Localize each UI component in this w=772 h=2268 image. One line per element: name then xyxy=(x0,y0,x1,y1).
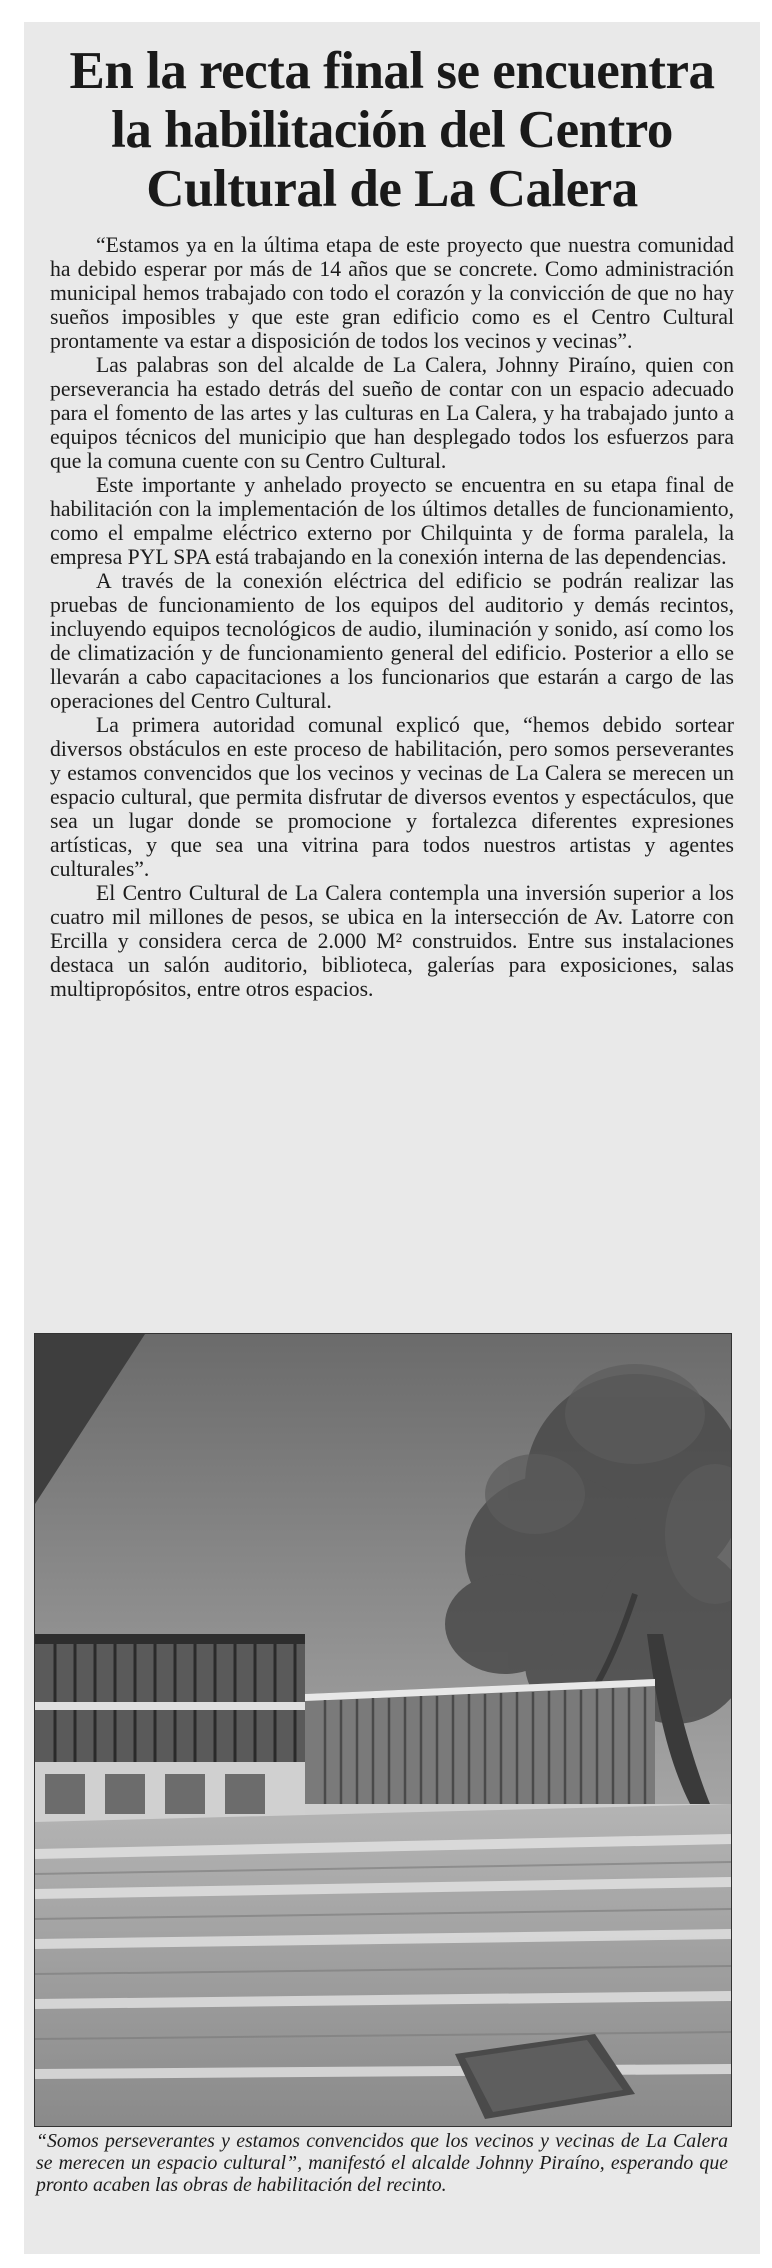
newspaper-clipping xyxy=(24,22,760,2254)
article-paragraph: “Estamos ya en la última etapa de este proyecto que nuestra comunidad ha debido esperar por más de 14 años que se concrete. Como administración municipal hemos trabajado con todo el corazón y la convicción de que no hay sueños imposibles y que este gran edificio como es el Centro Cultural prontamente va estar a disposición de todos los vecinos y vecinas”. xyxy=(50,233,734,353)
article-body xyxy=(50,233,734,1001)
article-paragraph: El Centro Cultural de La Calera contempla una inversión superior a los cuatro mil millones de pesos, se ubica en la intersección de Av. Latorre con Ercilla y considera cerca de 2.000 M² construidos. Entre sus instalaciones destaca un salón auditorio, biblioteca, galerías para exposiciones, salas multipropósitos, entre otros espacios. xyxy=(50,881,734,1001)
article-headline: En la recta final se encuentra la habilitación del Centro Cultural de La Calera xyxy=(69,42,715,218)
article-paragraph: A través de la conexión eléctrica del edificio se podrán realizar las pruebas de funcionamiento de los equipos del auditorio y demás recintos, incluyendo equipos tecnológicos de audio, iluminación y sonido, así como los de climatización y de funcionamiento general del edificio. Posterior a ello se llevarán a cabo capacitaciones a los funcionarios que estarán a cargo de las operaciones del Centro Cultural. xyxy=(50,569,734,713)
photo-caption: “Somos perseverantes y estamos convencidos que los vecinos y vecinas de La Calera se merecen un espacio cultural”, manifestó el alcalde Johnny Piraíno, esperando que pronto acaben las obras de habilitación del recinto. xyxy=(36,2130,728,2196)
article-paragraph: La primera autoridad comunal explicó que, “hemos debido sortear diversos obstáculos en este proceso de habilitación, pero somos perseverantes y estamos convencidos que los vecinos y vecinas de La Calera se merecen un espacio cultural, que permita disfrutar de diversos eventos y espectáculos, que sea un lugar donde se promocione y fortalezca diferentes expresiones artísticas, y que sea una vitrina para todos nuestros artistas y agentes culturales”. xyxy=(50,713,734,881)
cultural-center-photo xyxy=(34,1333,732,2127)
article-paragraph: Las palabras son del alcalde de La Calera, Johnny Piraíno, quien con perseverancia ha estado detrás del sueño de contar con un espacio adecuado para el fomento de las artes y las culturas en La Calera, y ha trabajado junto a equipos técnicos del municipio que han desplegado todos los esfuerzos para que la comuna cuente con su Centro Cultural. xyxy=(50,353,734,473)
article-paragraph: Este importante y anhelado proyecto se encuentra en su etapa final de habilitación con la implementación de los últimos detalles de funcionamiento, como el empalme eléctrico externo por Chilquinta y de forma paralela, la empresa PYL SPA está trabajando en la conexión interna de las dependencias. xyxy=(50,473,734,569)
